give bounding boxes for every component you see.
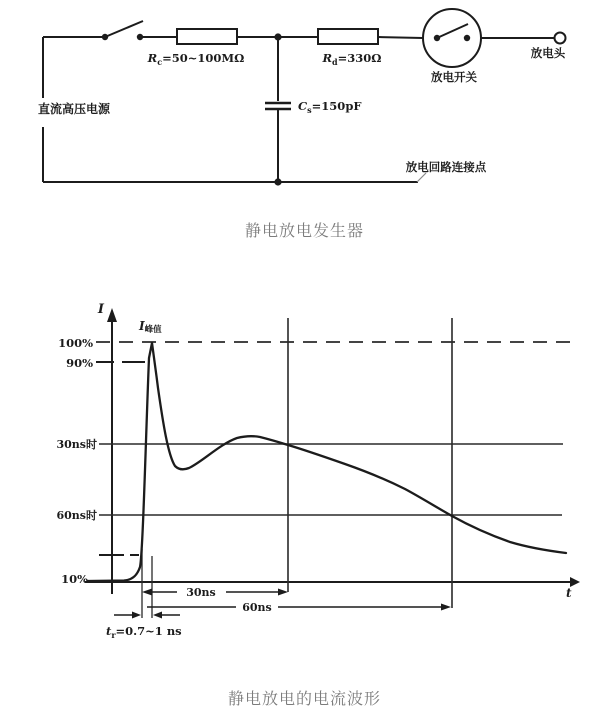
discharge-tip-label: 放电头	[530, 48, 566, 60]
current-waveform-curve	[88, 343, 566, 581]
junction-dot-bottom	[274, 178, 281, 185]
dim-label-30ns: 30ns	[186, 586, 216, 599]
dim-30ns-arrow-right-icon	[278, 589, 288, 596]
charge-resistor-body	[177, 29, 237, 44]
charge-switch-blade	[105, 21, 143, 37]
capacitor-symbol: C	[298, 99, 308, 113]
waveform-chart	[57, 302, 581, 640]
circuit-caption: 静电放电发生器	[244, 223, 364, 240]
discharge-switch-label: 放电开关	[431, 72, 477, 84]
capacitor-subscript: s	[307, 105, 312, 115]
discharge-resistor-symbol: R	[322, 51, 333, 65]
rise-time-value: =0.7~1 ns	[115, 624, 182, 638]
dim-label-60ns: 60ns	[242, 601, 272, 614]
discharge-resistor-label	[321, 51, 381, 67]
rise-arrow-right-icon	[153, 612, 162, 619]
rise-time-label	[106, 624, 182, 640]
tick-label-100pct: 100%	[58, 336, 93, 350]
wire-bottom-end-mark	[417, 173, 426, 182]
wire-top-4	[378, 37, 423, 38]
charge-resistor-subscript: c	[157, 57, 163, 67]
dim-30ns-arrow-left-icon	[142, 589, 152, 596]
tick-label-10pct: 10%	[61, 572, 88, 586]
dim-60ns-arrow-right-icon	[441, 604, 451, 611]
tick-label-60ns-value: 60ns时	[56, 509, 97, 522]
charge-resistor-symbol: R	[147, 51, 158, 65]
discharge-switch-blade	[437, 24, 468, 38]
capacitor-value: =150pF	[311, 99, 362, 113]
junction-dot-top	[274, 33, 281, 40]
discharge-resistor-body	[318, 29, 378, 44]
discharge-resistor-subscript: d	[332, 57, 338, 67]
charge-switch-contact-left	[102, 34, 108, 40]
dc-source-label: 直流高压电源	[38, 102, 111, 116]
chart-caption: 静电放电的电流波形	[227, 691, 381, 708]
rise-time-subscript: r	[111, 630, 116, 640]
y-axis-label: I	[97, 302, 104, 317]
rise-arrow-left-icon	[132, 612, 141, 619]
dimension-lines	[114, 592, 446, 615]
peak-current-label	[138, 319, 162, 334]
x-axis-label: t	[566, 586, 572, 600]
y-axis-arrowhead-icon	[107, 308, 117, 322]
charge-resistor-value: =50~100MΩ	[162, 51, 245, 65]
charge-switch-contact-right	[137, 34, 143, 40]
rise-time-symbol: t	[106, 624, 112, 638]
discharge-switch-contact-left	[434, 35, 440, 41]
capacitor-label	[298, 99, 362, 115]
circuit-diagram	[43, 9, 566, 182]
discharge-resistor-value: =330Ω	[337, 51, 382, 65]
discharge-switch-contact-right	[464, 35, 470, 41]
loop-connection-label: 放电回路连接点	[405, 162, 487, 174]
dimension-arrowheads	[132, 589, 451, 619]
peak-symbol: I	[139, 319, 145, 333]
discharge-switch-circle	[423, 9, 481, 67]
tick-label-30ns-value: 30ns时	[56, 438, 97, 451]
charge-resistor-label	[147, 51, 245, 67]
peak-subscript: 峰值	[144, 324, 162, 334]
tick-label-90pct: 90%	[66, 356, 93, 370]
discharge-tip-terminal	[555, 33, 566, 44]
